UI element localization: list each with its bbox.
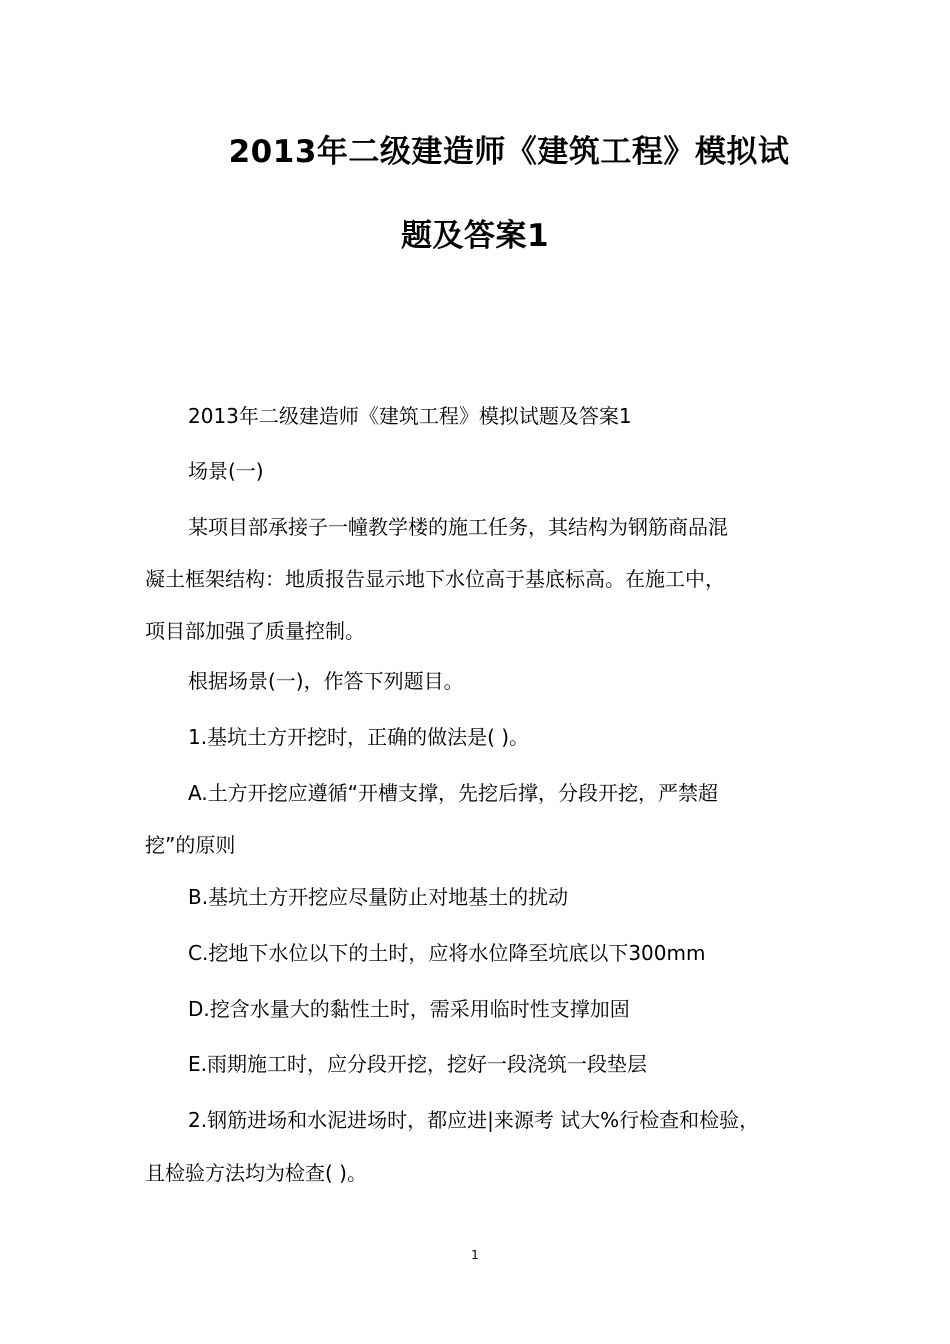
option-d: D.挖含水量大的黏性土时，需采用临时性支撑加固 <box>188 997 630 1021</box>
paragraph-instruction: 根据场景(一)，作答下列题目。 <box>188 669 464 693</box>
option-c: C.挖地下水位以下的土时，应将水位降至坑底以下300mm <box>188 941 706 965</box>
paragraph-body: 项目部加强了质量控制。 <box>145 619 365 643</box>
document-title-line-2: 题及答案1 <box>400 218 550 254</box>
option-b: B.基坑土方开挖应尽量防止对地基土的扰动 <box>188 885 569 909</box>
question-2: 2.钢筋进场和水泥进场时，都应进|来源考 试大%行检查和检验， <box>188 1108 760 1132</box>
option-a: A.土方开挖应遵循“开槽支撑，先挖后撑，分段开挖，严禁超 <box>188 781 719 805</box>
option-e: E.雨期施工时，应分段开挖，挖好一段浇筑一段垫层 <box>188 1052 647 1076</box>
document-title-line-1: 2013年二级建造师《建筑工程》模拟试 <box>228 134 790 170</box>
paragraph-body: 某项目部承接子一幢教学楼的施工任务，其结构为钢筋商品混 <box>188 515 728 539</box>
option-a-continued: 挖”的原则 <box>145 833 236 857</box>
question-2-continued: 且检验方法均为检查( )。 <box>145 1161 367 1185</box>
page-number: 1 <box>471 1248 479 1262</box>
paragraph-heading: 2013年二级建造师《建筑工程》模拟试题及答案1 <box>188 404 632 428</box>
paragraph-body: 凝土框架结构：地质报告显示地下水位高于基底标高。在施工中， <box>145 567 725 591</box>
paragraph-scene: 场景(一) <box>188 459 264 483</box>
question-1: 1.基坑土方开挖时，正确的做法是( )。 <box>188 725 530 749</box>
